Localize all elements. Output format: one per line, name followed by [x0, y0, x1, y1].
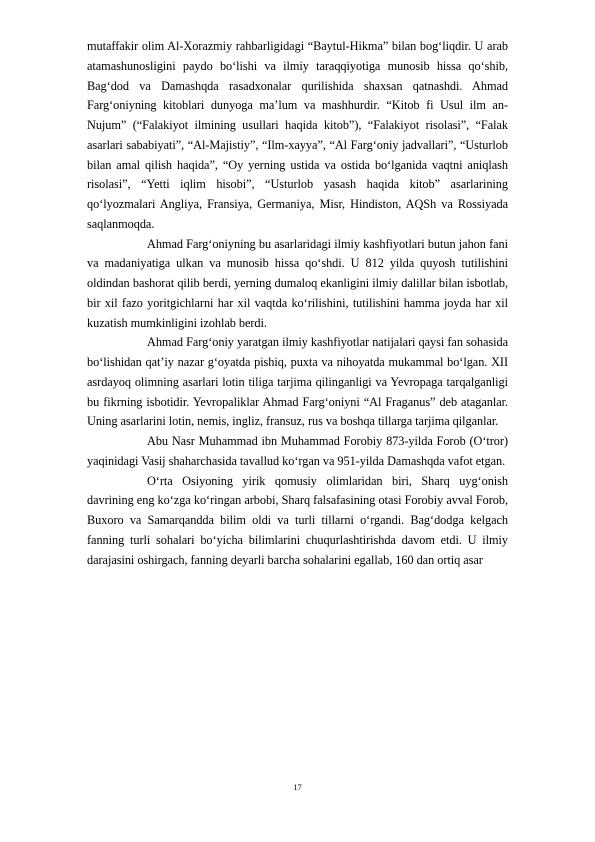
document-page — [87, 37, 508, 570]
paragraph-continuation: mutaffakir olim Al-Xorazmiy rahbarligidagi “Baytul-Hikma” bilan bog‘liqdir. U arab atamashunosligini paydo bo‘lishi va ilmiy taraqqiyotiga munosib hissa qo‘shib, Bag‘dod va Damashqda rasadxonalar qurilishida shaxsan qatnashdi. Ahmad Farg‘oniyning kitoblari dunyoga ma’lum va mashhurdir. “Kitob fi Usul ilm an-Nujum” (“Falakiyot ilmining usullari haqida kitob”), “Falakiyot risolasi”, “Falak asarlari sababiyati”, “Al-Majistiy”, “Ilm-xayya”, “Al Farg‘oniy jadvallari”, “Usturlob bilan amal qilish haqida”, “Oy yerning ustida va ostida bo‘lganida vaqtni aniqlash risolasi”, “Yetti iqlim hisobi”, “Usturlob yasash haqida kitob” asarlarining qo‘lyozmalari Angliya, Fransiya, Germaniya, Misr, Hindiston, AQSh va Rossiyada saqlanmoqda. — [87, 39, 508, 231]
paragraph-fargoniy-discoveries: Ahmad Farg‘oniyning bu asarlaridagi ilmiy kashfiyotlari butun jahon fani va madaniyatiga ulkan va munosib hissa qo‘shdi. U 812 yilda quyosh tutilishini oldindan bashorat qilib berdi, yerning dumaloq ekanligini ilmiy dalillar bilan isbotlab, bir xil fazo yoritgichlarni har xil vaqtda ko‘rilishini, tutilishini hamma joyda har xil kuzatish mumkinligini izohlab berdi. — [87, 236, 508, 330]
paragraph-fargoniy-legacy: Ahmad Farg‘oniy yaratgan ilmiy kashfiyotlar natijalari qaysi fan sohasida bo‘lishidan qat’iy nazar g‘oyatda pishiq, puxta va nihoyatda mukammal bo‘lgan. XII asrdayoq olimning asarlari lotin tiliga tarjima qilinganligi va Yevropaga tarqalganligi bu fikrning isbotidir. Yevropaliklar Ahmad Farg‘oniyni “Al Fraganus” deb ataganlar. Uning asarlarini lotin, nemis, ingliz, fransuz, rus va boshqa tillarga tarjima qilganlar. — [87, 335, 508, 429]
paragraph-forobiy-birth: Abu Nasr Muhammad ibn Muhammad Forobiy 873-yilda Forob (O‘tror) yaqinidagi Vasij shaharchasida tavallud ko‘rgan va 951-yilda Damashqda vafot etgan. — [87, 434, 508, 468]
page-number: 17 — [293, 782, 302, 792]
paragraph-forobiy-education: O‘rta Osiyoning yirik qomusiy olimlaridan biri, Sharq uyg‘onish davrining eng ko‘zga ko‘ringan arbobi, Sharq falsafasining otasi Forobiy avval Forob, Buxoro va Samarqandda bilim oldi va turli tillarni o‘rgandi. Bag‘dodga kelgach fanning turli sohalari bo‘yicha bilimlarini chuqurlashtirishda davom etdi. U ilmiy darajasini oshirgach, fanning deyarli barcha sohalarini egallab, 160 dan ortiq asar — [87, 473, 508, 567]
